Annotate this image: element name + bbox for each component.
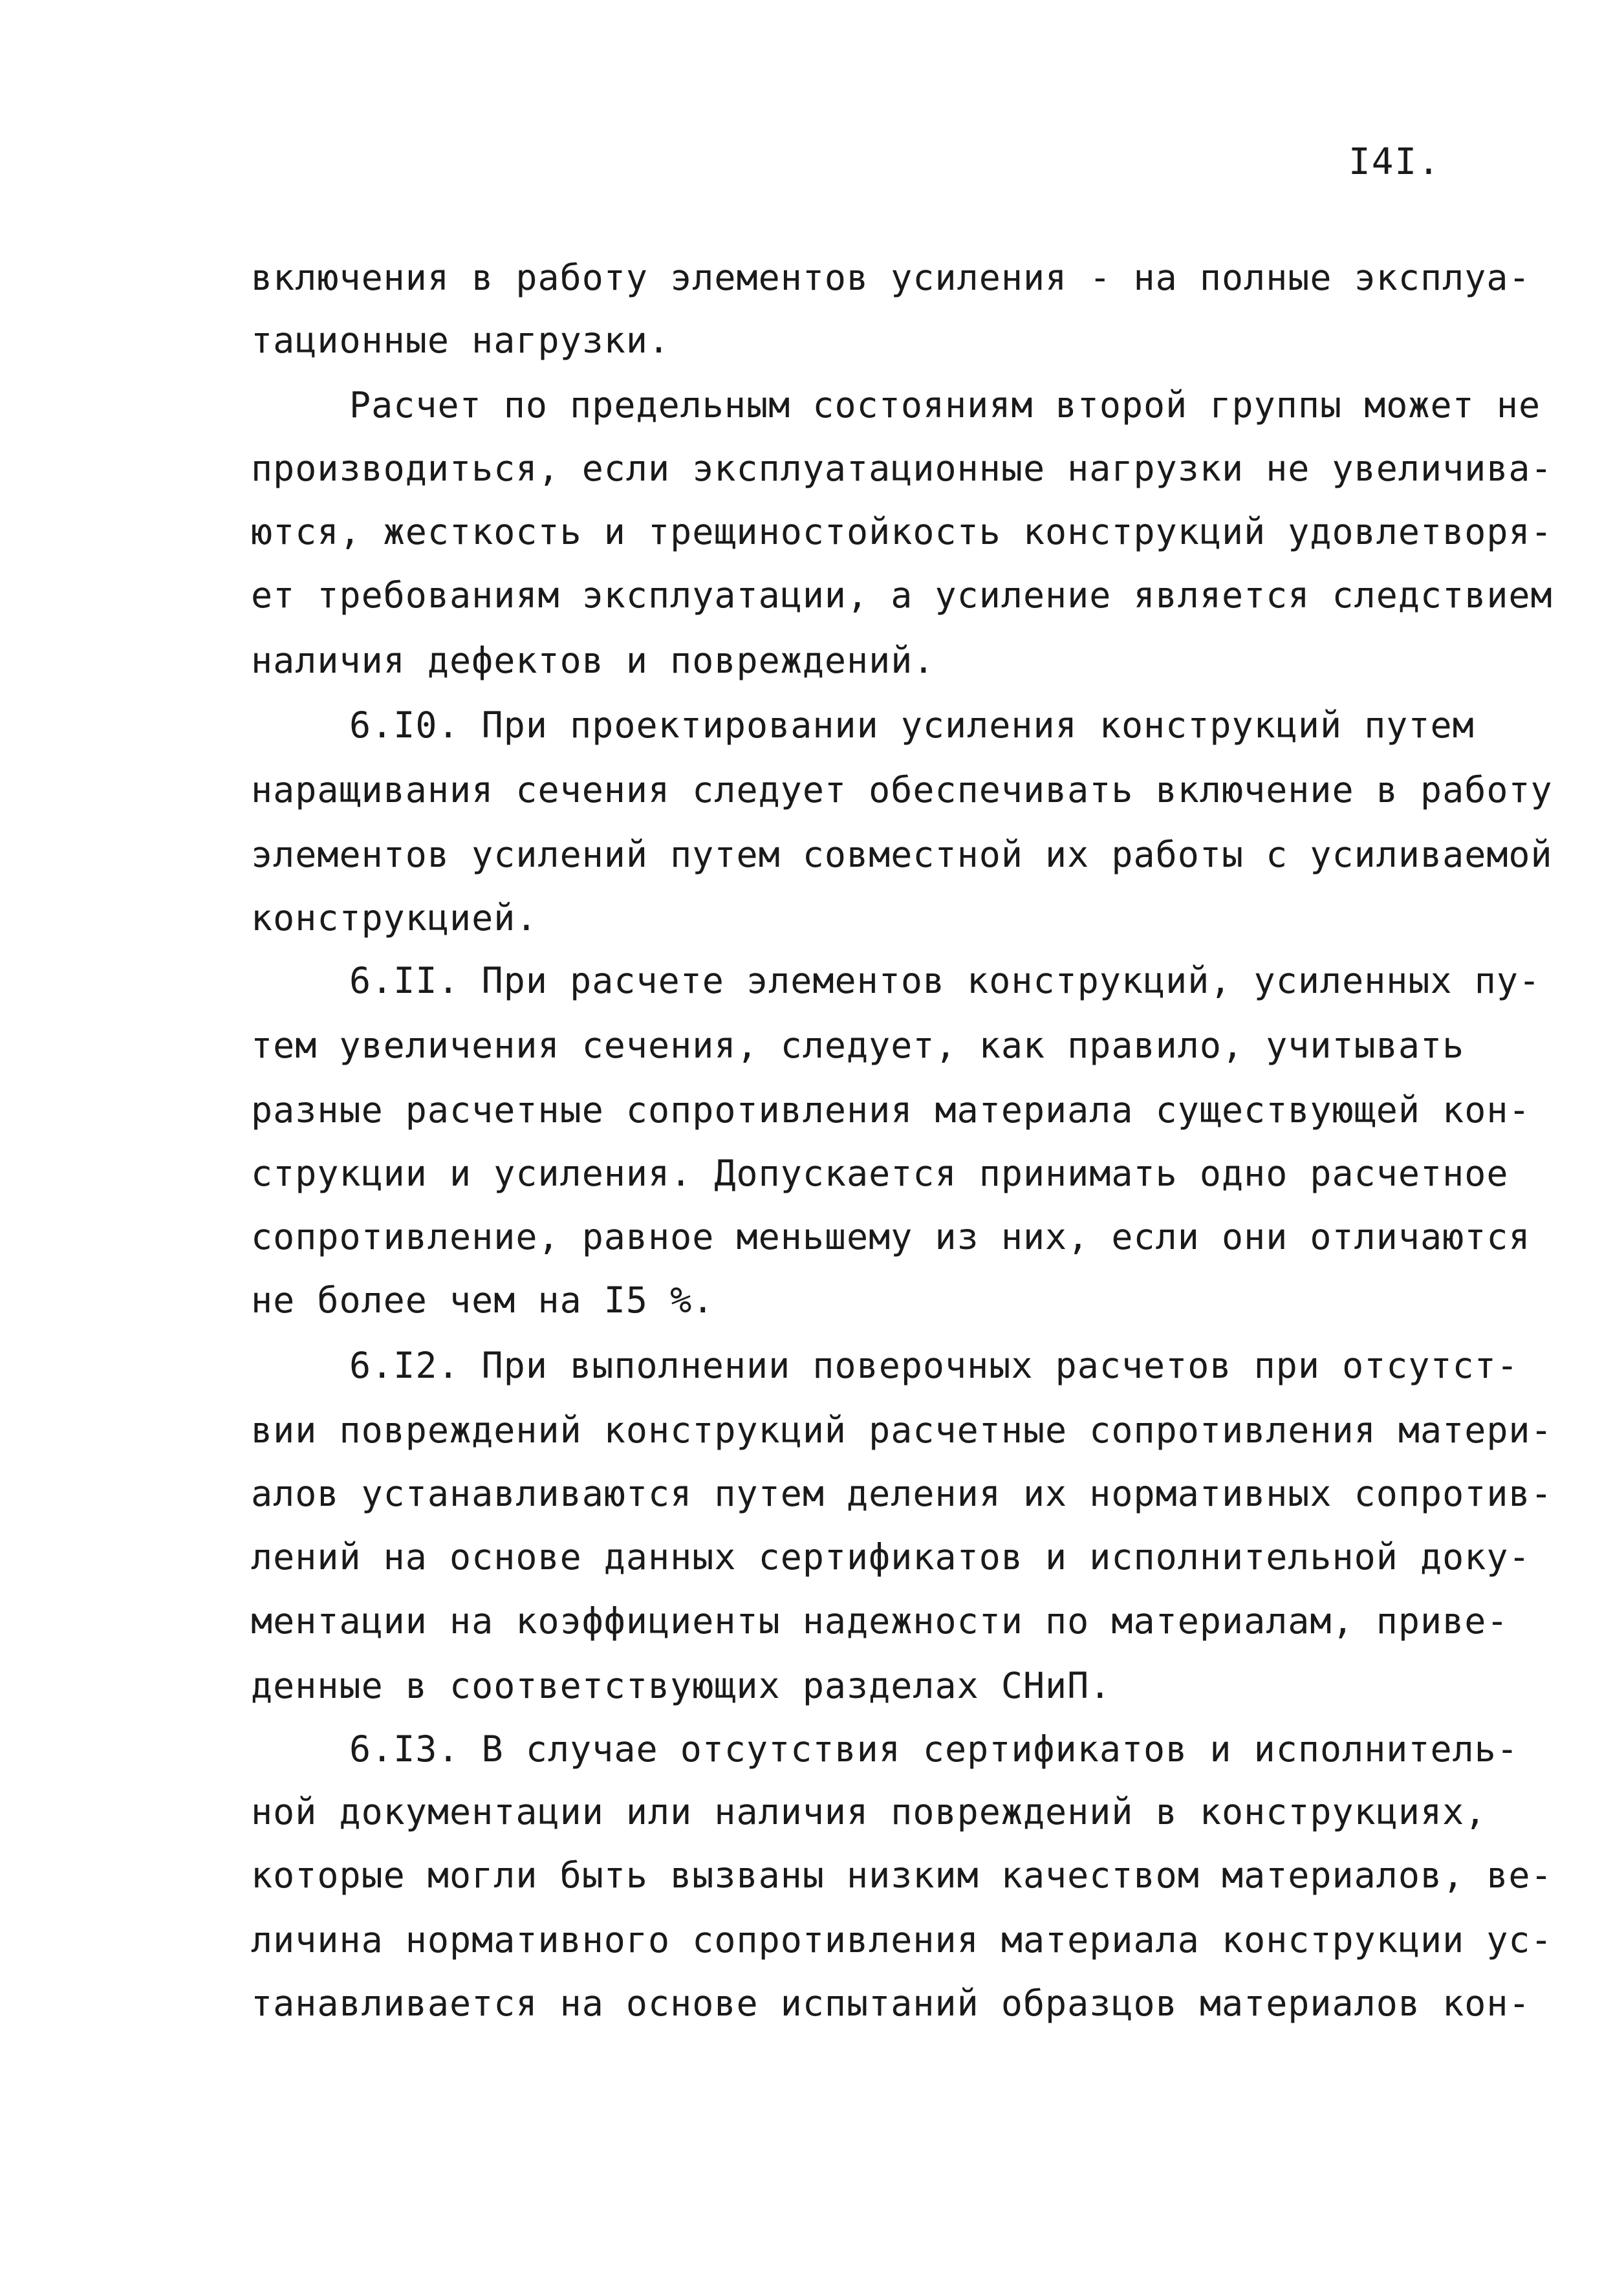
text-line: включения в работу элементов усиления - на полные эксплуа- [251, 257, 1531, 298]
text-line: ются, жесткость и трещиностойкость конструкций удовлетворя- [251, 511, 1553, 552]
text-line: ной документации или наличия повреждений в конструкциях, [251, 1791, 1487, 1832]
text-line: алов устанавливаются путем деления их нормативных сопротив- [251, 1473, 1553, 1514]
text-line: производиться, если эксплуатационные нагрузки не увеличива- [251, 448, 1553, 489]
text-line: тем увеличения сечения, следует, как правило, учитывать [251, 1025, 1465, 1066]
text-line: Расчет по предельным состояниям второй группы может не [349, 384, 1541, 426]
text-line: танавливается на основе испытаний образцов материалов кон- [251, 1983, 1531, 2024]
text-line: 6.II. При расчете элементов конструкций, усиленных пу- [349, 960, 1541, 1001]
text-line: наращивания сечения следует обеспечивать включение в работу [251, 769, 1553, 810]
text-line: 6.I2. При выполнении поверочных расчетов при отсутст- [349, 1345, 1519, 1386]
text-line: личина нормативного сопротивления материала конструкции ус- [251, 1919, 1553, 1961]
text-line: денные в соответствующих разделах СНиП. [251, 1665, 1112, 1706]
text-line: элементов усилений путем совместной их работы с усиливаемой [251, 834, 1553, 875]
text-line: которые могли быть вызваны низким качеством материалов, ве- [251, 1854, 1553, 1896]
text-line: сопротивление, равное меньшему из них, если они отличаются [251, 1216, 1531, 1257]
page-number: I4I. [1348, 141, 1441, 183]
text-line: тационные нагрузки. [251, 320, 671, 361]
text-line: наличия дефектов и повреждений. [251, 640, 935, 681]
text-line: ет требованиям эксплуатации, а усиление является следствием [251, 574, 1553, 616]
text-line: ментации на коэффициенты надежности по материалам, приве- [251, 1600, 1509, 1642]
text-line: не более чем на I5 %. [251, 1279, 715, 1321]
text-line: 6.I0. При проектировании усиления конструкций путем [349, 704, 1475, 746]
text-line: лений на основе данных сертификатов и исполнительной доку- [251, 1536, 1531, 1578]
text-line: конструкцией. [251, 897, 538, 939]
text-line: струкции и усиления. Допускается принимать одно расчетное [251, 1153, 1509, 1194]
text-line: вии повреждений конструкций расчетные сопротивления матери- [251, 1409, 1553, 1451]
text-line: разные расчетные сопротивления материала существующей кон- [251, 1089, 1531, 1131]
text-line: 6.I3. В случае отсутствия сертификатов и исполнитель- [349, 1728, 1519, 1770]
